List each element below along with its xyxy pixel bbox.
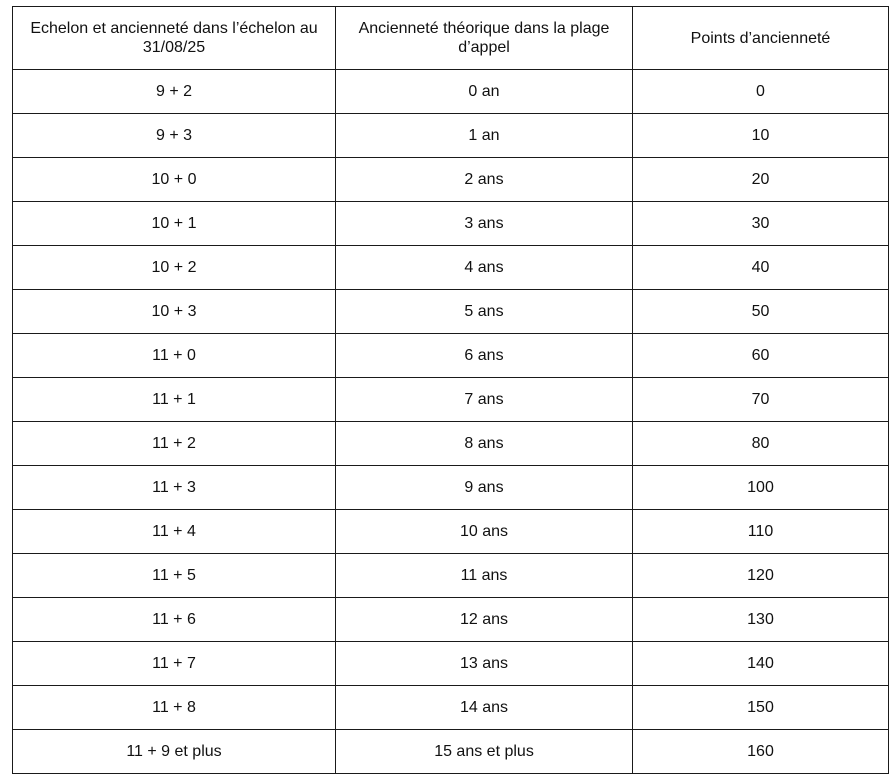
cell-theoretical-seniority: 3 ans [336,202,633,246]
cell-seniority-points: 160 [633,730,889,774]
cell-theoretical-seniority: 2 ans [336,158,633,202]
table-row [13,158,889,202]
cell-seniority-points: 140 [633,642,889,686]
cell-echelon: 11 + 4 [13,510,336,554]
cell-theoretical-seniority: 12 ans [336,598,633,642]
cell-seniority-points: 80 [633,422,889,466]
cell-seniority-points: 120 [633,554,889,598]
cell-seniority-points: 0 [633,70,889,114]
table-row [13,598,889,642]
cell-theoretical-seniority: 0 an [336,70,633,114]
table-row [13,642,889,686]
cell-echelon: 9 + 3 [13,114,336,158]
cell-theoretical-seniority: 11 ans [336,554,633,598]
cell-echelon: 10 + 3 [13,290,336,334]
cell-seniority-points: 70 [633,378,889,422]
cell-theoretical-seniority: 13 ans [336,642,633,686]
cell-echelon: 11 + 8 [13,686,336,730]
header-echelon: Echelon et ancienneté dans l’échelon au 31/08/25 [13,7,336,70]
table-row [13,554,889,598]
cell-theoretical-seniority: 8 ans [336,422,633,466]
cell-echelon: 10 + 2 [13,246,336,290]
cell-seniority-points: 30 [633,202,889,246]
table-row [13,202,889,246]
table-row [13,510,889,554]
seniority-points-table [12,6,889,774]
cell-theoretical-seniority: 14 ans [336,686,633,730]
cell-echelon: 11 + 7 [13,642,336,686]
cell-echelon: 11 + 0 [13,334,336,378]
cell-seniority-points: 110 [633,510,889,554]
table-row [13,70,889,114]
cell-seniority-points: 150 [633,686,889,730]
seniority-points-table-container [12,6,889,774]
cell-theoretical-seniority: 15 ans et plus [336,730,633,774]
cell-seniority-points: 10 [633,114,889,158]
table-row [13,422,889,466]
cell-seniority-points: 40 [633,246,889,290]
table-row [13,686,889,730]
cell-theoretical-seniority: 4 ans [336,246,633,290]
cell-echelon: 11 + 6 [13,598,336,642]
cell-seniority-points: 100 [633,466,889,510]
cell-echelon: 11 + 1 [13,378,336,422]
cell-seniority-points: 20 [633,158,889,202]
table-body [13,70,889,774]
header-seniority-points: Points d’ancienneté [633,7,889,70]
cell-theoretical-seniority: 6 ans [336,334,633,378]
table-row [13,246,889,290]
cell-theoretical-seniority: 9 ans [336,466,633,510]
cell-seniority-points: 50 [633,290,889,334]
table-row [13,334,889,378]
cell-seniority-points: 130 [633,598,889,642]
table-row [13,730,889,774]
cell-seniority-points: 60 [633,334,889,378]
cell-theoretical-seniority: 10 ans [336,510,633,554]
cell-echelon: 11 + 9 et plus [13,730,336,774]
cell-theoretical-seniority: 5 ans [336,290,633,334]
cell-echelon: 9 + 2 [13,70,336,114]
cell-echelon: 10 + 0 [13,158,336,202]
cell-theoretical-seniority: 1 an [336,114,633,158]
cell-echelon: 11 + 3 [13,466,336,510]
table-row [13,466,889,510]
cell-echelon: 11 + 5 [13,554,336,598]
cell-echelon: 10 + 1 [13,202,336,246]
table-row [13,378,889,422]
table-header [13,7,889,70]
cell-echelon: 11 + 2 [13,422,336,466]
header-row [13,7,889,70]
table-row [13,290,889,334]
cell-theoretical-seniority: 7 ans [336,378,633,422]
table-row [13,114,889,158]
header-theoretical-seniority: Ancienneté théorique dans la plage d’appel [336,7,633,70]
